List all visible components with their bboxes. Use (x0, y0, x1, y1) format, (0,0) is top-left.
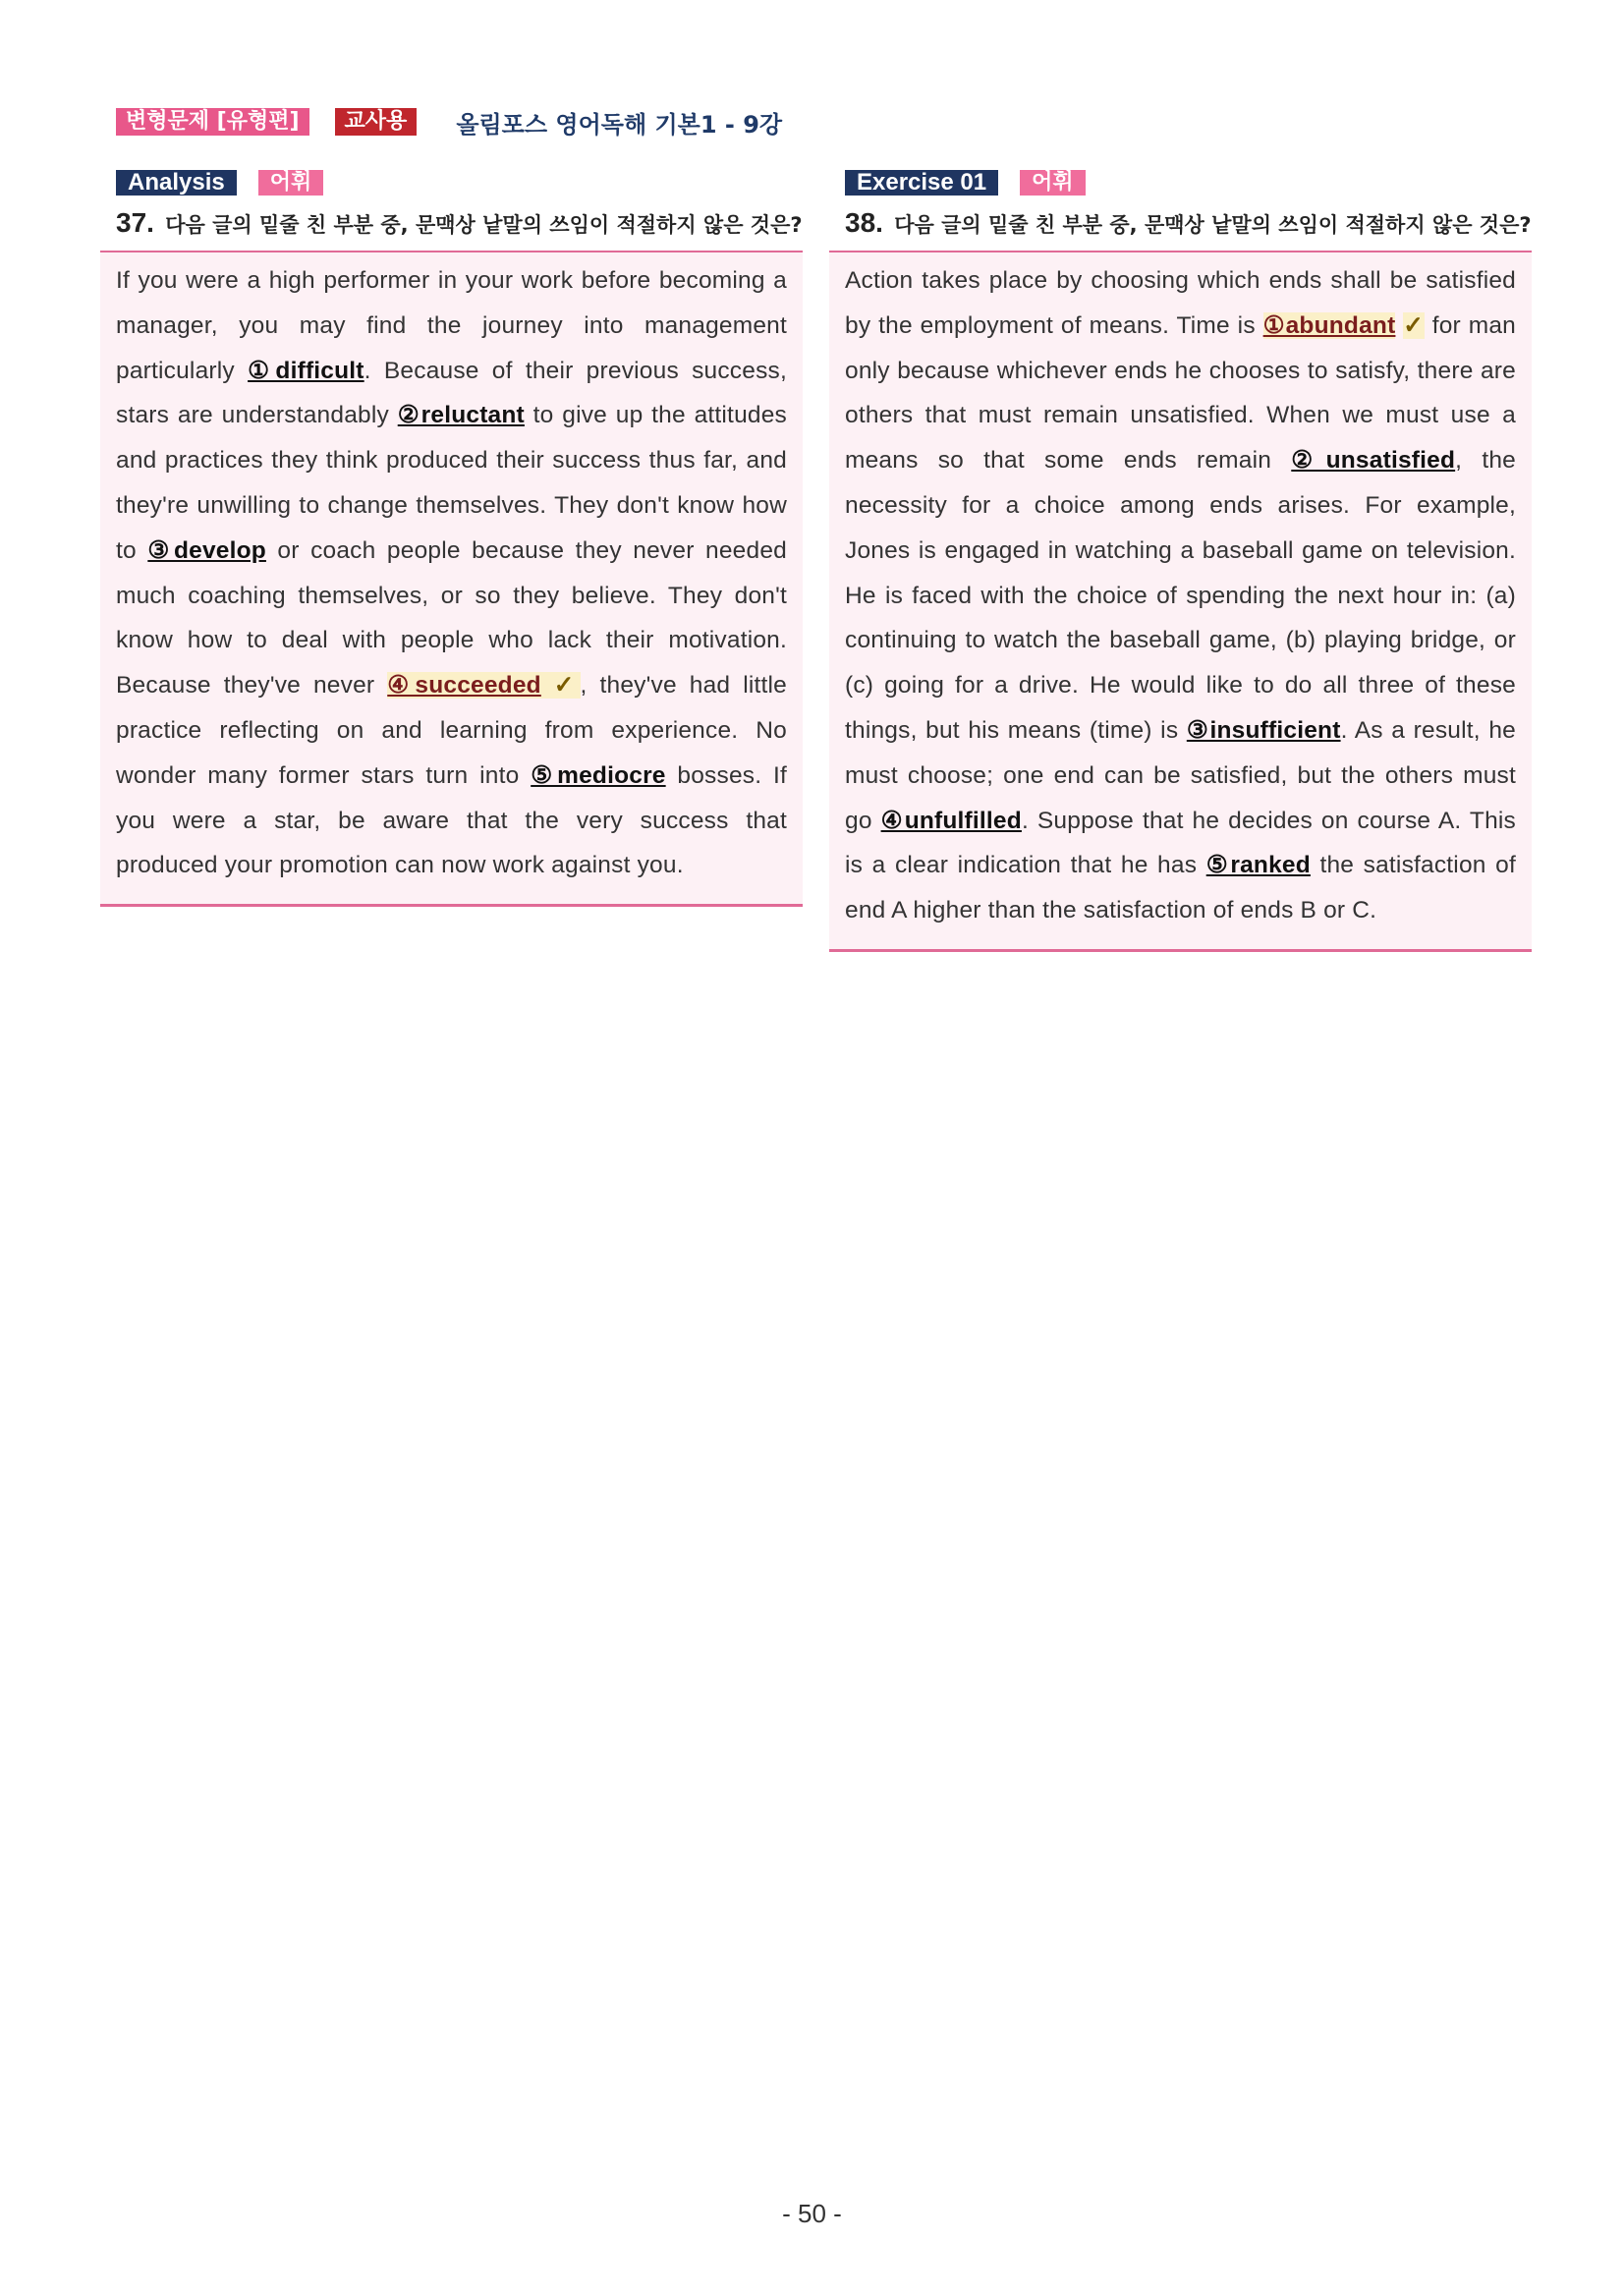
question-37-column (100, 170, 803, 907)
question-text: 다음 글의 밑줄 친 부분 중, 문맥상 낱말의 쓰임이 적절하지 않은 것은? (894, 213, 1532, 237)
choice-2: ②reluctant (397, 402, 525, 429)
type-tag: 변형문제 [유형편] (116, 108, 309, 136)
passage-text: If you were a high performer in your work before becoming a manager, you may find the journey into management particularly (116, 267, 787, 384)
passage-box (829, 251, 1532, 952)
document-title: 올림포스 영어독해 기본1 - 9강 (456, 110, 783, 139)
passage-text: for man only because whichever ends he chooses to satisfy, there are others that must remain unsatisfied. When we must use a means so that some ends remain (845, 311, 1516, 475)
exercise-label: Exercise 01 (845, 170, 998, 196)
choice-2: ②unsatisfied (1291, 447, 1456, 475)
question-number: 38. (845, 207, 883, 238)
question-prompt (829, 205, 1532, 243)
choice-5: ⑤ranked (1205, 852, 1311, 879)
question-38-column (829, 170, 1532, 952)
answer-check-mark: ✓ (540, 672, 581, 700)
page-number: - 50 - (782, 2199, 842, 2228)
passage-text: the satisfaction of end A higher than the satisfaction of ends B or C. (845, 852, 1516, 924)
choice-4-correct: ④succeeded (387, 672, 541, 700)
passage-text: , they've had little practice reflecting on and learning from experience. No wonder many former stars turn into (116, 672, 787, 789)
vocab-label: 어휘 (258, 170, 324, 196)
passage-text: Action takes place by choosing which ends shall be satisfied by the employment of means. Time is (845, 267, 1516, 339)
passage-text: to give up the attitudes and practices they think produced their success thus far, and they're unwilling to change themselves. They don't know how to (116, 402, 787, 564)
page-header (116, 106, 782, 138)
passage-text: . Suppose that he decides on course A. This is a clear indication that he has (845, 807, 1516, 879)
question-prompt (100, 205, 803, 243)
section-labels (100, 170, 803, 196)
passage-text: or coach people because they never needed much coaching themselves, or so they believe. They don't know how to deal with people who lack their motivation. Because they've never (116, 536, 787, 700)
question-text: 다음 글의 밑줄 친 부분 중, 문맥상 낱말의 쓰임이 적절하지 않은 것은? (165, 213, 803, 237)
passage-box (100, 251, 803, 907)
choice-3: ③develop (147, 536, 266, 564)
choice-3: ③insufficient (1186, 716, 1341, 744)
teacher-tag: 교사용 (335, 108, 418, 136)
choice-1-correct: ①abundant (1262, 311, 1396, 339)
vocab-label: 어휘 (1020, 170, 1086, 196)
choice-1: ①difficult (248, 357, 364, 384)
section-labels (829, 170, 1532, 196)
question-number: 37. (116, 207, 154, 238)
choice-5: ⑤mediocre (531, 761, 666, 789)
choice-4: ④unfulfilled (880, 807, 1022, 834)
analysis-label: Analysis (116, 170, 237, 196)
passage-text: , the necessity for a choice among ends arises. For example, Jones is engaged in watching a baseball game on television. He is faced with the choice of spending the next hour in: (a) continuing to watch the baseball game, (b) playing bridge, or (c) going for a drive. He would like to do all three of these things, but his means (time) is (845, 447, 1516, 744)
answer-check-mark: ✓ (1403, 311, 1425, 339)
passage-text: . As a result, he must choose; one end can be satisfied, but the others must go (845, 716, 1516, 834)
passage-text: . Because of their previous success, stars are understandably (116, 357, 787, 429)
passage-text: bosses. If you were a star, be aware that the very success that produced your promotion can now work against you. (116, 761, 787, 879)
